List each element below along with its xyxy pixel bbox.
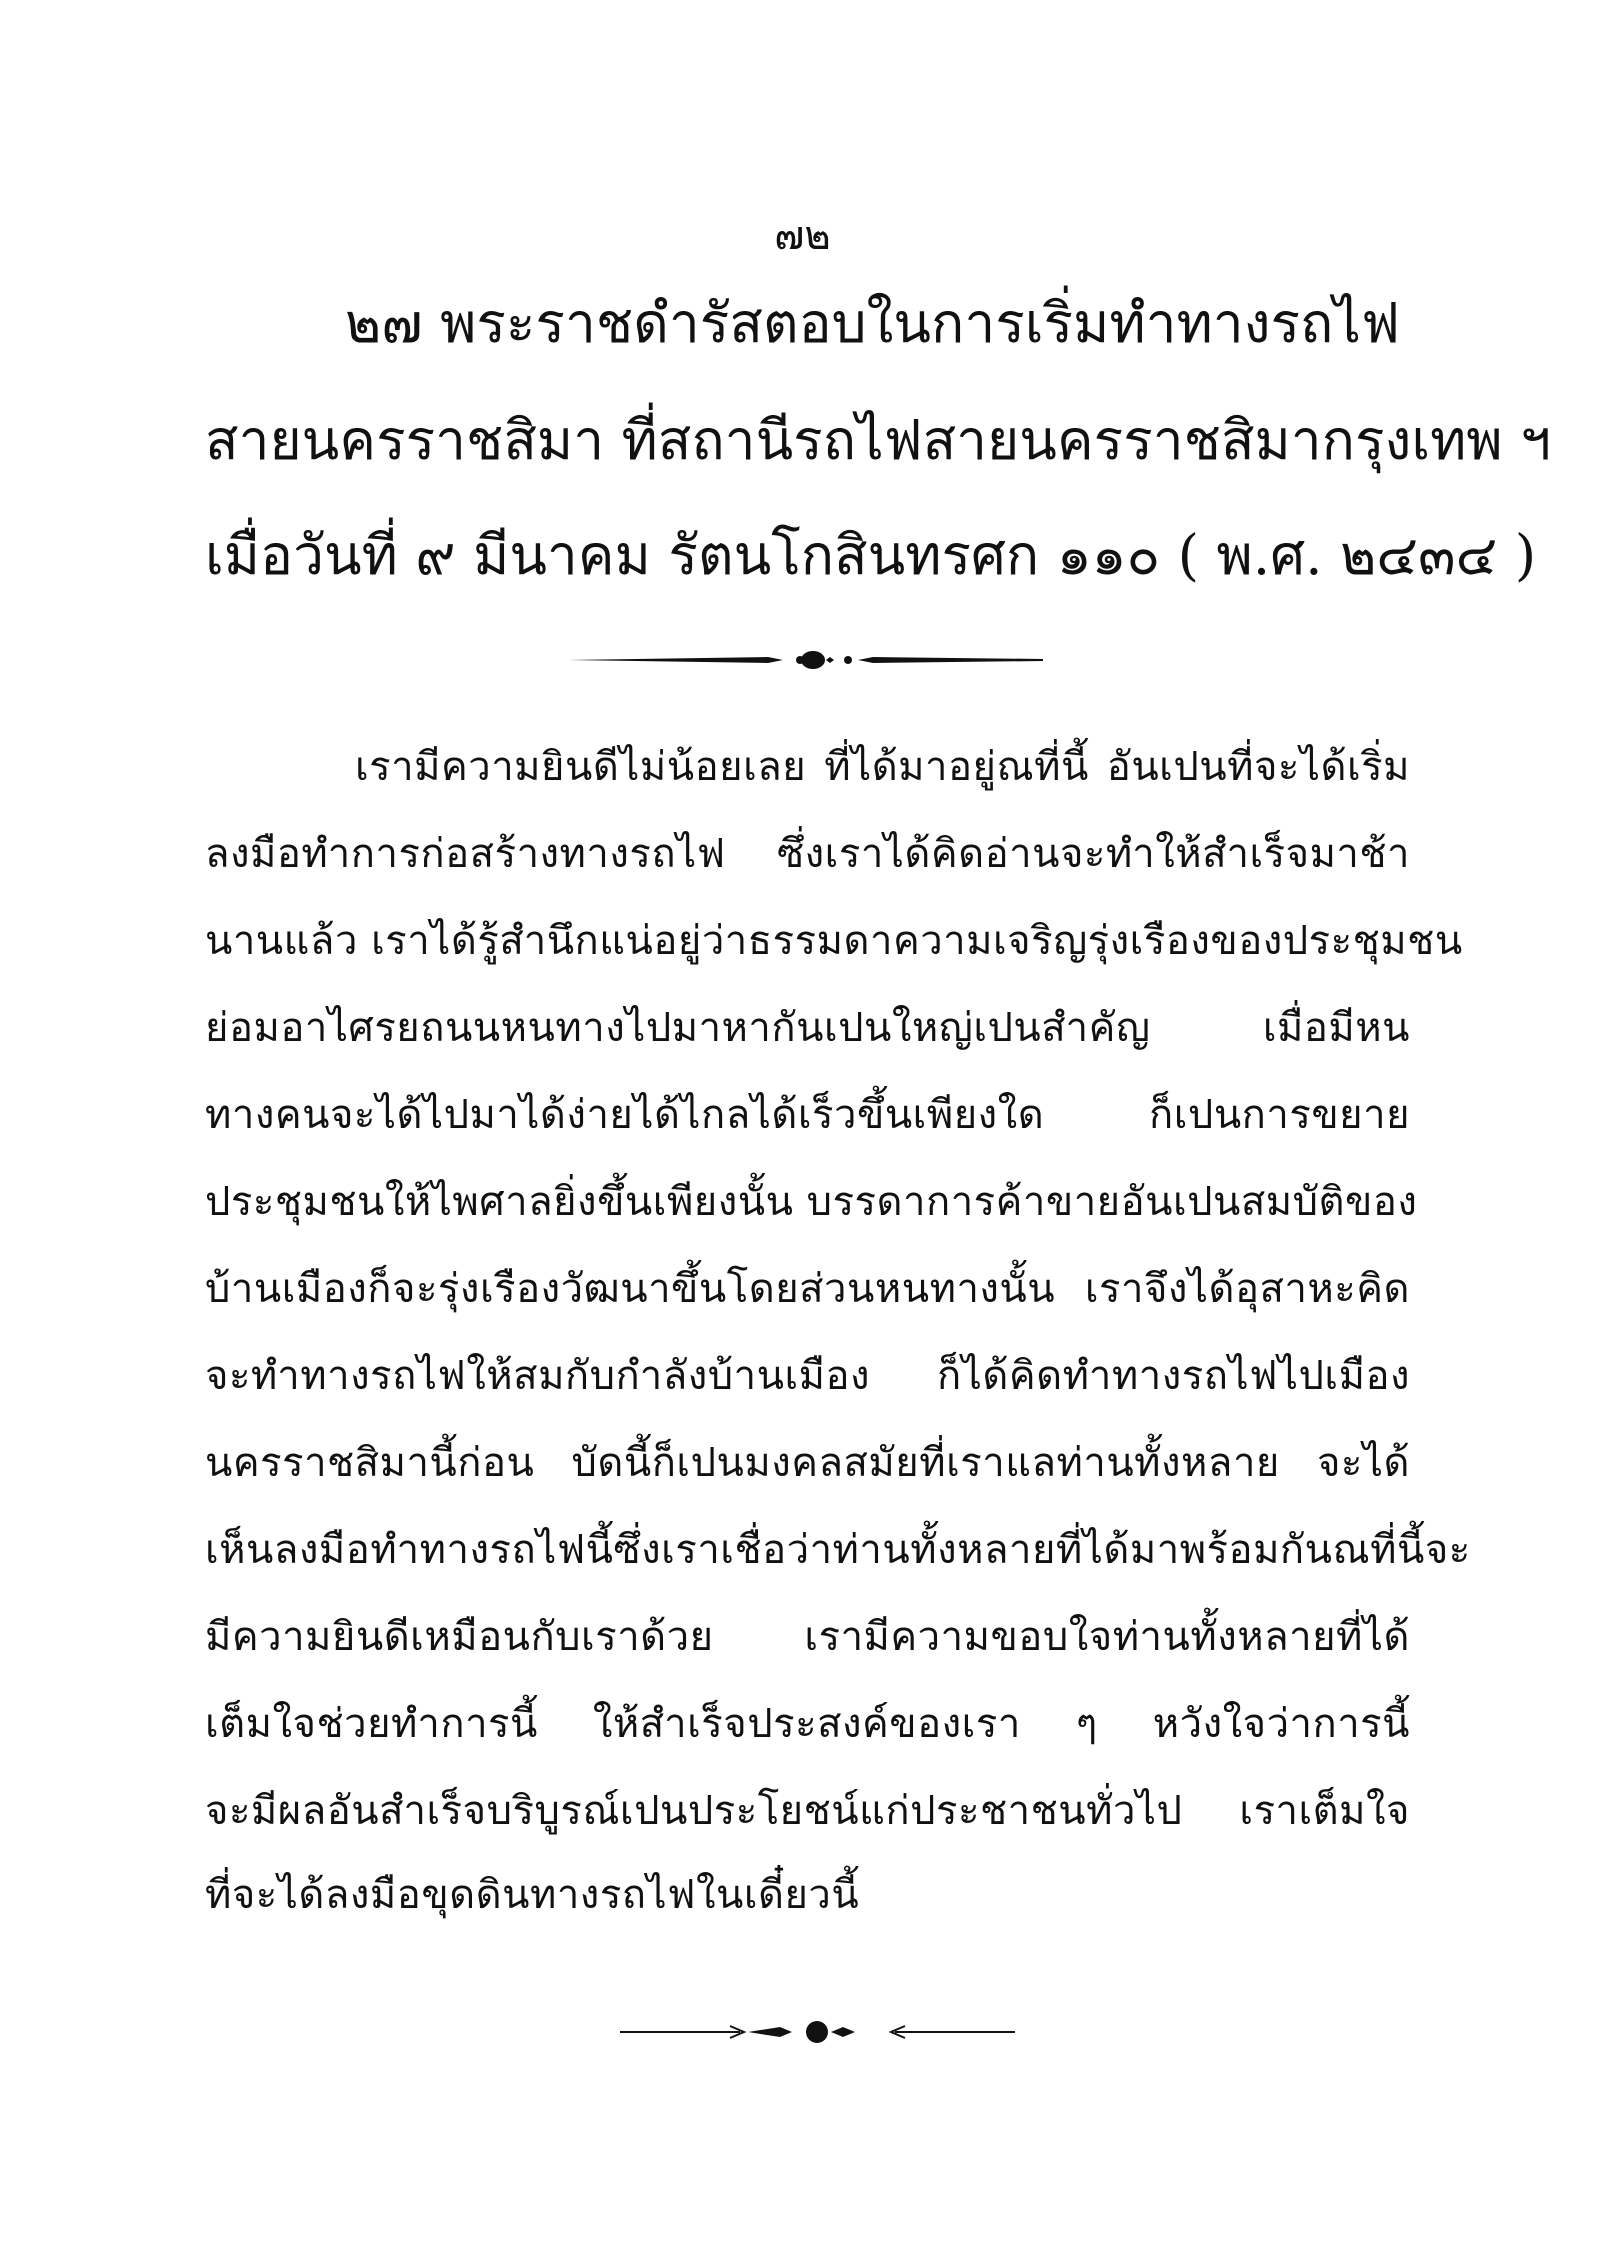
- body-line-2: ลงมือทำการก่อสร้างทางรถไฟ ซึ่งเราได้คิดอ่านจะทำให้สำเร็จมาช้า: [205, 831, 1410, 877]
- body-line-4: ย่อมอาไศรยถนนหนทางไปมาหากันเปนใหญ่เปนสำคัญ เมื่อมีหน: [205, 1005, 1410, 1051]
- body-line-14: ที่จะได้ลงมือขุดดินทางรถไฟในเดี๋ยวนี้: [205, 1872, 860, 1918]
- body-line-6: ประชุมชนให้ไพศาลยิ่งขึ้นเพียงนั้น บรรดาการค้าขายอันเปนสมบัติของ: [205, 1179, 1418, 1225]
- body-line-12: เต็มใจช่วยทำการนี้ ให้สำเร็จประสงค์ของเรา ๆ หวังใจว่าการนี้: [205, 1701, 1410, 1747]
- ornament-divider-bottom: [620, 2012, 1015, 2052]
- body-line-13: จะมีผลอันสำเร็จบริบูรณ์เปนประโยชน์แก่ประชาชนทั่วไป เราเต็มใจ: [205, 1788, 1410, 1834]
- ornament-divider-top: [568, 640, 1043, 680]
- body-line-5: ทางคนจะได้ไปมาได้ง่ายได้ไกลได้เร็วขึ้นเพียงใด ก็เปนการขยาย: [205, 1092, 1410, 1138]
- body-line-11: มีความยินดีเหมือนกับเราด้วย เรามีความขอบใจท่านทั้งหลายที่ได้: [205, 1614, 1410, 1660]
- heading-line-2: สายนครราชสิมา ที่สถานีรถไฟสายนครราชสิมากรุงเทพ ฯ: [205, 408, 1552, 472]
- body-line-3: นานแล้ว เราได้รู้สำนึกแน่อยู่ว่าธรรมดาความเจริญรุ่งเรืองของประชุมชน: [205, 918, 1463, 964]
- heading-line-1: ๒๗ พระราชดำรัสตอบในการเริ่มทำทางรถไฟ: [345, 291, 1400, 355]
- body-line-8: จะทำทางรถไฟให้สมกับกำลังบ้านเมือง ก็ได้คิดทำทางรถไฟไปเมือง: [205, 1353, 1410, 1399]
- page-number: ๗๒: [774, 213, 831, 259]
- body-line-10: เห็นลงมือทำทางรถไฟนี้ซึ่งเราเชื่อว่าท่านทั้งหลายที่ได้มาพร้อมกันณที่นี้จะ: [205, 1527, 1471, 1573]
- heading-line-3: เมื่อวันที่ ๙ มีนาคม รัตนโกสินทรศก ๑๑๐ ( พ.ศ. ๒๔๓๔ ): [205, 523, 1537, 587]
- body-line-1: เรามีความยินดีไม่น้อยเลย ที่ได้มาอยู่ณที่นี้ อันเปนที่จะได้เริ่ม: [355, 744, 1410, 790]
- body-line-7: บ้านเมืองก็จะรุ่งเรืองวัฒนาขึ้นโดยส่วนหนทางนั้น เราจึงได้อุสาหะคิด: [205, 1266, 1410, 1312]
- body-line-9: นครราชสิมานี้ก่อน บัดนี้ก็เปนมงคลสมัยที่เราแลท่านทั้งหลาย จะได้: [205, 1440, 1410, 1486]
